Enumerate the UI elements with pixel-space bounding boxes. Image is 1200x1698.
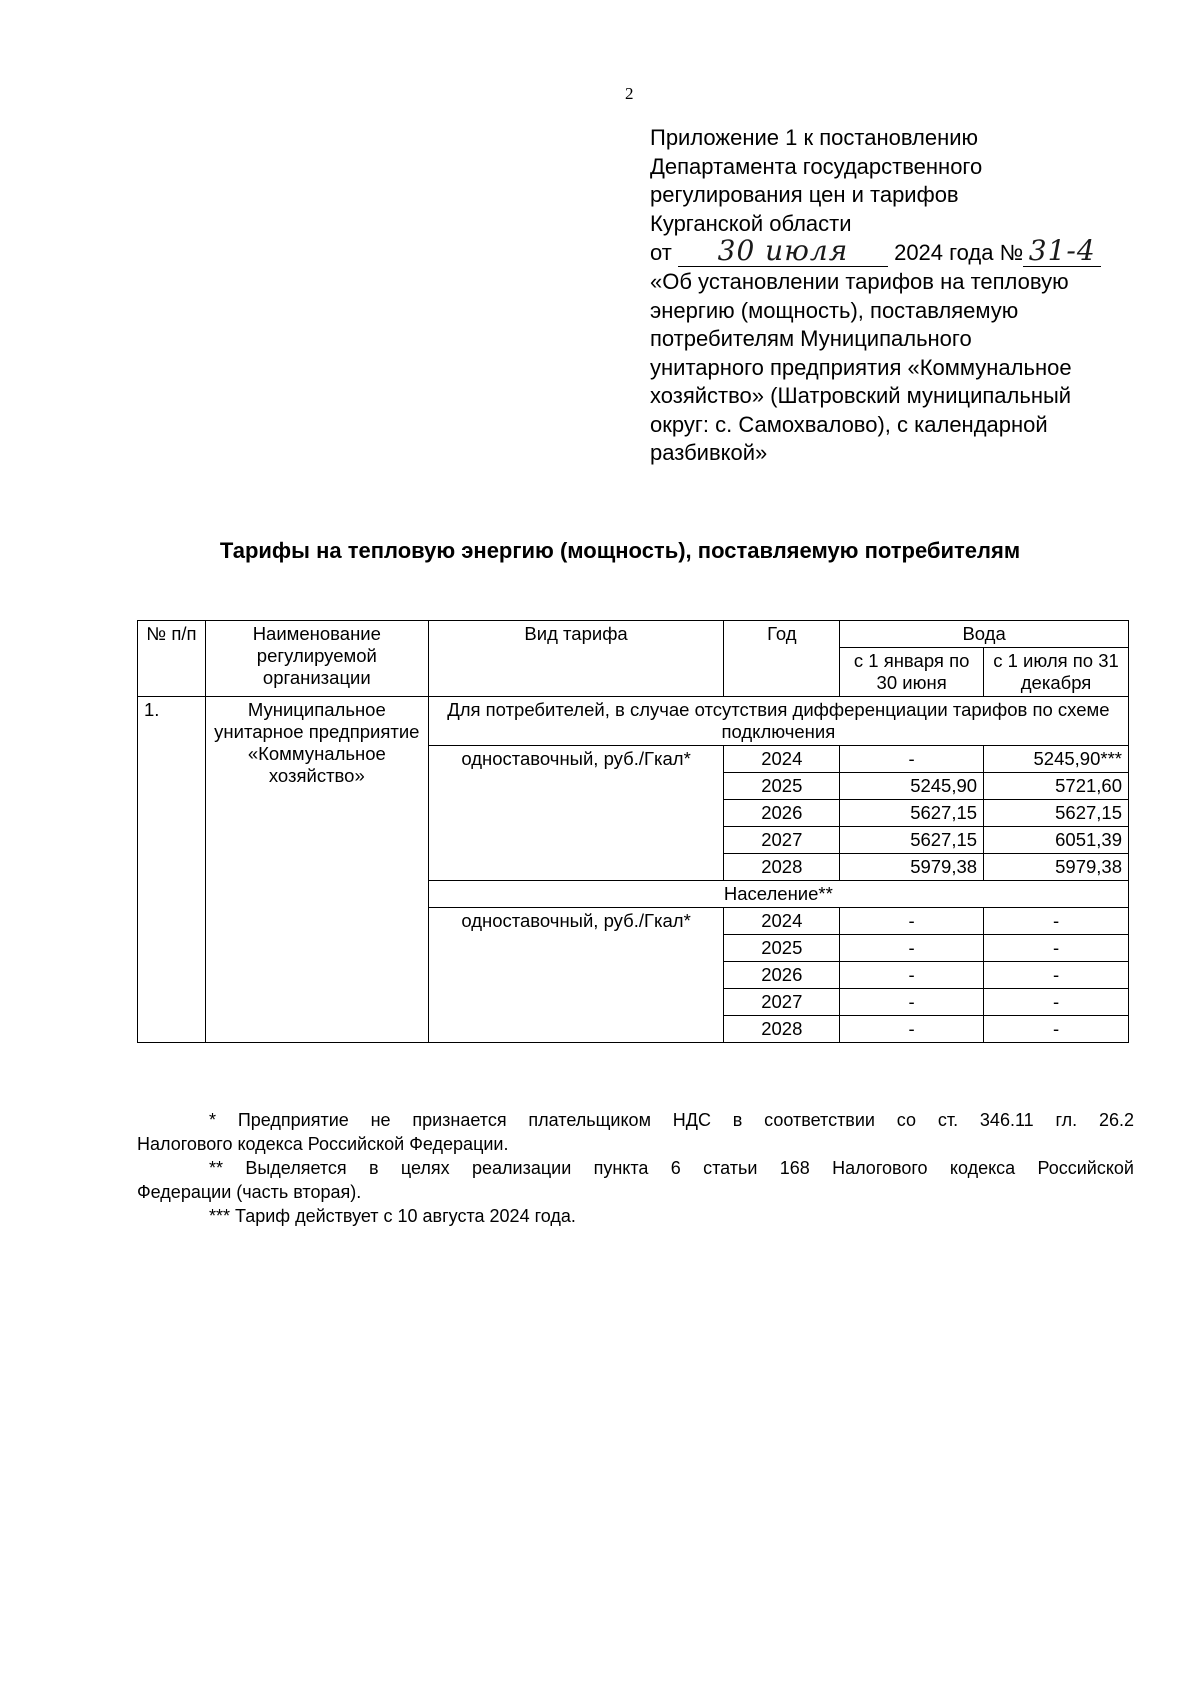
value-period1: - xyxy=(840,962,984,989)
year-cell: 2028 xyxy=(724,1016,840,1043)
value-period1: - xyxy=(840,746,984,773)
value-period2: - xyxy=(984,1016,1129,1043)
subject-line: унитарного предприятия «Коммунальное xyxy=(650,354,1072,380)
subject-line: хозяйство» (Шатровский муниципальный xyxy=(650,383,1072,408)
value-period2: 5721,60 xyxy=(984,773,1129,800)
tariff-table xyxy=(137,620,1129,1043)
value-period1: 5627,15 xyxy=(840,827,984,854)
value-period2: 5979,38 xyxy=(984,854,1129,881)
header-num: № п/п xyxy=(138,621,206,697)
footnote-2-line-2: Федерации (часть вторая). xyxy=(137,1182,362,1202)
section1-tariff-type: одноставочный, руб./Гкал* xyxy=(428,746,724,881)
date-prefix: от xyxy=(650,240,672,265)
header-year: Год xyxy=(724,621,840,697)
value-period2: 5245,90*** xyxy=(984,746,1129,773)
date-year: 2024 года № xyxy=(894,240,1024,265)
appendix-line: Департамента государственного xyxy=(650,153,983,179)
appendix-line: регулирования цен и тарифов xyxy=(650,182,959,207)
date-field xyxy=(678,234,888,267)
subject-line: энергию (мощность), поставляемую xyxy=(650,297,1019,323)
appendix-header xyxy=(650,124,1120,468)
year-cell: 2026 xyxy=(724,962,840,989)
value-period2: - xyxy=(984,989,1129,1016)
header-period2: с 1 июля по 31 декабря xyxy=(984,648,1129,697)
year-cell: 2024 xyxy=(724,908,840,935)
organization-name: Муниципальное унитарное предприятие «Коммунальное хозяйство» xyxy=(205,697,428,1043)
number-field xyxy=(1023,234,1101,267)
footnote-2-line-1: ** Выделяется в целях реализации пункта 6 статьи 168 Налогового кодекса Российской xyxy=(209,1158,1134,1178)
year-cell: 2027 xyxy=(724,989,840,1016)
value-period1: 5627,15 xyxy=(840,800,984,827)
footnote-1-line-1: * Предприятие не признается плательщиком НДС в соответствии со ст. 346.11 гл. 26.2 xyxy=(209,1110,1134,1130)
year-cell: 2025 xyxy=(724,935,840,962)
year-cell: 2026 xyxy=(724,800,840,827)
section1-title: Для потребителей, в случае отсутствия дифференциации тарифов по схеме подключения xyxy=(428,697,1128,746)
section2-title: Население** xyxy=(428,881,1128,908)
row-number: 1. xyxy=(138,697,206,1043)
footnotes xyxy=(137,1108,1134,1228)
date-line xyxy=(650,234,1120,268)
value-period2: 5627,15 xyxy=(984,800,1129,827)
value-period1: - xyxy=(840,1016,984,1043)
year-cell: 2025 xyxy=(724,773,840,800)
year-cell: 2028 xyxy=(724,854,840,881)
subject-line: округ: с. Самохвалово), с календарной xyxy=(650,411,1048,437)
header-org: Наименование регулируемой организации xyxy=(205,621,428,697)
value-period2: - xyxy=(984,962,1129,989)
header-row xyxy=(138,621,1129,648)
header-period1: с 1 января по 30 июня xyxy=(840,648,984,697)
value-period1: - xyxy=(840,908,984,935)
page-number: 2 xyxy=(625,84,634,103)
handwritten-number: 31-4 xyxy=(1028,234,1096,267)
section-row xyxy=(138,697,1129,746)
value-period2: 6051,39 xyxy=(984,827,1129,854)
value-period1: - xyxy=(840,989,984,1016)
year-cell: 2027 xyxy=(724,827,840,854)
document-title: Тарифы на тепловую энергию (мощность), поставляемую потребителям xyxy=(219,538,1021,563)
value-period1: 5979,38 xyxy=(840,854,984,881)
subject-line: потребителям Муниципального xyxy=(650,326,972,351)
footnote-3: *** Тариф действует с 10 августа 2024 года. xyxy=(209,1206,576,1226)
appendix-line: Приложение 1 к постановлению xyxy=(650,125,979,150)
value-period2: - xyxy=(984,908,1129,935)
year-cell: 2024 xyxy=(724,746,840,773)
handwritten-date: 30 июля xyxy=(717,234,849,267)
subject-line: «Об установлении тарифов на тепловую xyxy=(650,269,1069,294)
subject-line: разбивкой» xyxy=(650,440,768,465)
footnote-1-line-2: Налогового кодекса Российской Федерации. xyxy=(137,1134,509,1154)
header-tariff-type: Вид тарифа xyxy=(428,621,724,697)
value-period1: - xyxy=(840,935,984,962)
section2-tariff-type: одноставочный, руб./Гкал* xyxy=(428,908,724,1043)
header-water: Вода xyxy=(840,621,1129,648)
value-period1: 5245,90 xyxy=(840,773,984,800)
appendix-line: Курганской области xyxy=(650,210,852,236)
value-period2: - xyxy=(984,935,1129,962)
